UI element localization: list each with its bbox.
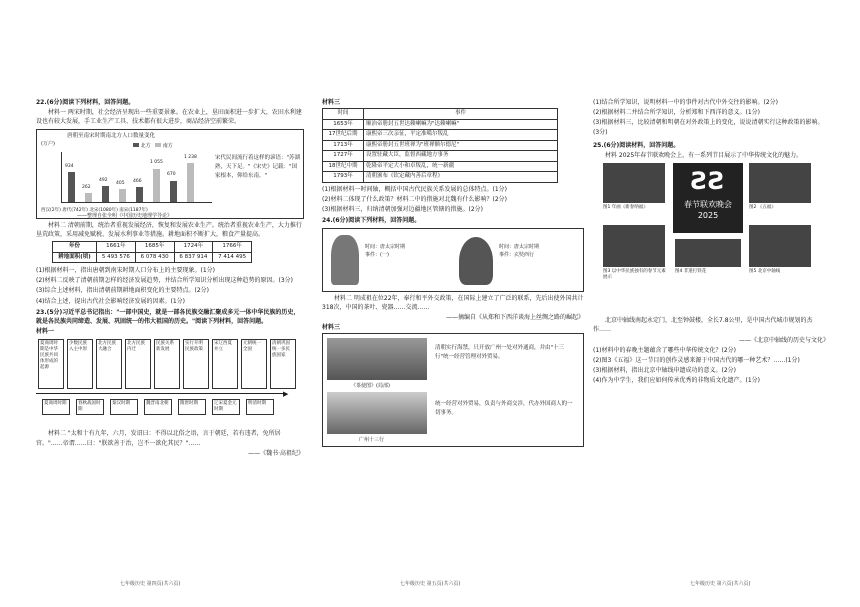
farmland-table <box>52 241 252 263</box>
events-table <box>322 108 558 183</box>
bar-label: 492 <box>99 178 108 184</box>
table-cell: 1653年 <box>323 119 364 130</box>
canton-factories-image <box>327 392 427 434</box>
table-cell: 顺治帝册封五世达赖喇嘛为"达赖喇嘛" <box>364 119 558 130</box>
table-row <box>323 172 558 183</box>
table-cell: 康熙帝册封五世班禅为"班禅额尔德尼" <box>364 140 558 151</box>
timeline-axis <box>36 393 286 394</box>
q22-title: 22.(6分)阅读下列材料，回答问题。 <box>36 99 135 106</box>
q25-question-3: (3)根据材料，指出北京中轴线申遗成功的意义。(2分) <box>593 367 736 375</box>
q24b-material-3-label: 材料三 <box>322 324 341 332</box>
q24b-title: 24.(6分)阅读下列材料，回答问题。 <box>322 217 421 225</box>
table-cell: 17世纪后期 <box>323 130 364 141</box>
bar-label: 1 238 <box>184 154 197 160</box>
event-box: 北方民族内迁 <box>125 339 151 389</box>
proverb-quote: 宋代民间流行着这样的谚语："苏湖熟，天下足。"《宋史》记载："国家根本，仰给东南。" <box>215 154 301 179</box>
wufu-image <box>749 163 811 203</box>
column-3 <box>593 98 829 387</box>
gala-logo-mark: ƧƧ <box>690 167 726 196</box>
iron-flower-image <box>675 239 741 267</box>
q24b-source: ——摘编自《从郑和下西洋谈海上丝绸之路的崛起》 <box>445 313 584 321</box>
central-axis-image <box>749 225 811 267</box>
table-row <box>323 119 558 130</box>
legend-north-swatch <box>133 143 139 147</box>
image-caption-1: 《茶使图》(局部) <box>351 383 390 390</box>
gala-caption-4: 图4 非遗打铁花 <box>675 269 707 275</box>
period-box: 魏晋南北朝 <box>144 399 172 415</box>
table-cell: 1766年 <box>213 242 252 253</box>
period-box: 夏商周时期 <box>42 399 70 415</box>
gala-logo <box>673 163 743 233</box>
event-box: 夏商周时期是中华民族共同体形成的起源 <box>38 339 64 389</box>
event-box: 少数民族入主中原 <box>67 339 93 389</box>
legend-south-swatch <box>155 143 161 147</box>
image-caption-2: 广州十三行 <box>359 437 385 444</box>
image-panel <box>322 333 584 447</box>
event-box: 元朝统一全国 <box>241 339 267 389</box>
period-boxes <box>42 399 274 415</box>
chart-plot <box>61 152 212 203</box>
gala-name: 春节联欢晚会 <box>684 200 732 210</box>
chart-source: ——整理自张全明《中国历史地理学导论》 <box>77 212 173 219</box>
q25-question-2: (2)图3《五福》这一节目的创作灵感来源于中国古代的哪一种艺术？……(1分) <box>593 357 800 365</box>
q22-material-1: 材料一 两宋时期，社会经济呈现出一些重要景象。在农业上，垦田面积进一步扩大，农田水利建设也有较大发展，手工业生产工具、技术都有很大进步，商品经济空前繁荣。 <box>36 109 302 126</box>
period-box: 明清时期 <box>246 399 274 415</box>
gala-caption-5: 图5 北京中轴线 <box>749 269 781 275</box>
q23-source: ——《魏书·高祖纪》 <box>248 449 304 457</box>
event-box: 北方民族大融合 <box>96 339 122 389</box>
xuanzang-figure <box>331 235 359 285</box>
timeline-diagram <box>36 337 304 429</box>
x-label: 西汉(2年) <box>41 207 61 213</box>
q23-material-1-label: 材料一 <box>36 328 55 336</box>
q23-material-2: 材料二 "太和十有九年，六月，发诏曰：不得以北俗之语，言于朝廷，若有违者，免所居官。"……帝谓……曰："朕欲善于治，岂不一欲化其民？"…… <box>36 430 281 447</box>
chart-bar <box>102 186 109 201</box>
chart-unit: (万户) <box>41 140 55 147</box>
q22-question-3: (3)综合上述材料，指出清朝前期耕地面积变化的主要特点。(2分) <box>36 287 209 295</box>
table-row <box>323 130 558 141</box>
table-cell: 时间 <box>323 109 364 120</box>
q25-question-4: (4)作为中学生，我们应如何传承优秀的非物质文化遗产。(1分) <box>593 377 760 385</box>
table-cell: 7 414 495 <box>213 252 252 263</box>
table-row <box>53 252 252 263</box>
q24b-question-3: (3)根据材料三，比较清朝和明朝在对外政策上的变化，说说清朝实行这种政策的影响。(3分) <box>593 119 824 136</box>
table-cell: 1661年 <box>97 242 136 253</box>
event-box: 清朝巩固统一多民族国家 <box>270 339 296 389</box>
chart-bar <box>85 193 92 201</box>
bar-label: 405 <box>116 180 125 186</box>
q24-question-3: (3)根据材料三，归纳清朝加强对边疆地区管辖的措施。(2分) <box>322 206 483 214</box>
page-footer: 七年级历史 第六页(共六页) <box>690 581 751 587</box>
legend-south: 南方 <box>162 142 173 149</box>
q22-question-4: (4)结合上述，提出古代社会影响经济发展的因素。(1分) <box>36 297 185 305</box>
image-text-1: 清朝实行海禁，只开放广州一处对外通商，并由"十三行"统一经营管理对外贸易。 <box>435 345 565 361</box>
bar-label: 1 055 <box>150 160 163 166</box>
table-cell: 18世纪中期 <box>323 161 364 172</box>
bar-label: 934 <box>65 164 74 170</box>
gala-caption-3: 图3 以中华民族独有的春节元素展示 <box>603 269 666 281</box>
table-cell: 年份 <box>53 242 97 253</box>
nianhua-image <box>603 163 665 203</box>
figure-caption-1: 时间：唐太宗时期 事件：(一) <box>365 243 406 258</box>
table-cell: 5 493 576 <box>97 252 136 263</box>
table-header-row <box>323 109 558 120</box>
bar-label: 670 <box>167 172 176 178</box>
x-label: 北宋(1080年) <box>89 207 118 213</box>
gala-caption-1: 图1 年画《新春纳福》 <box>603 205 648 211</box>
column-1 <box>36 98 304 459</box>
q24-material-3-label: 材料三 <box>322 99 341 106</box>
event-box: 民族关系新发展 <box>154 339 180 389</box>
period-box: 秦汉时期 <box>110 399 138 415</box>
chart-frame <box>36 129 304 219</box>
period-box: 春秋战国时期 <box>76 399 104 415</box>
table-cell: 乾隆帝平定大小和卓叛乱，统一新疆 <box>364 161 558 172</box>
gala-images <box>593 163 829 313</box>
q24b-question-2: (2)根据材料二并结合所学知识，分析郑和下西洋的意义。(1分) <box>593 109 760 117</box>
table-cell: 设置驻藏大臣，监督西藏地方事务 <box>364 151 558 162</box>
table-cell: 清朝颁布《钦定藏内善后章程》 <box>364 172 558 183</box>
chart-title: 唐朝至南宋时期南北方人口数量变化 <box>67 132 156 139</box>
q22-question-1: (1)根据材料一，指出唐朝到南宋时期人口分布上的主要现象。(1分) <box>36 267 215 275</box>
chart-bar <box>153 169 160 202</box>
table-row <box>323 140 558 151</box>
chart-legend <box>133 142 173 151</box>
table-cell: 6 078 430 <box>135 252 174 263</box>
table-cell: 康熙帝三次亲征，平定准噶尔叛乱 <box>364 130 558 141</box>
jianzhen-statue <box>459 237 493 285</box>
chart-bar <box>68 172 75 201</box>
spring-element-image <box>603 225 665 267</box>
q22-material-2: 材料二 清朝前期，统治者重视发展经济，恢复和发展农业生产。统治者重视农业生产，大力推行垦荒政策，采用减免赋税、发展水利事业等措施。耕地面积不断扩大，粮食产量提高。 <box>36 221 302 238</box>
table-cell: 耕地面积(顷) <box>53 252 97 263</box>
bar-label: 262 <box>82 185 91 191</box>
table-cell: 1713年 <box>323 140 364 151</box>
figure-caption-2: 时间：唐太宗时期 事件：玄奘西行 <box>499 243 540 258</box>
arrow-right-icon: ▶ <box>283 390 289 399</box>
q25-question-1: (1)材料中的春晚主题蕴含了哪些中华传统文化？(2分) <box>593 346 736 354</box>
q23-title: 23.(5分)习近平总书记指出："一部中国史，就是一部各民族交融汇聚成多元一体中华民族的历史，就是各民族共同缔造、发展、巩固统一的伟大祖国的历史。"阅读下列材料，回答问题。 <box>36 308 300 326</box>
page-footer: 七年级历史 第四页(共六页) <box>120 581 181 587</box>
page-footer: 七年级历史 第五页(共六页) <box>400 581 461 587</box>
q25-source: ——《北京中轴线的历史与文化》 <box>738 336 829 344</box>
table-cell: 事件 <box>364 109 558 120</box>
table-cell: 1727年 <box>323 151 364 162</box>
event-box: 宋辽西夏并立 <box>212 339 238 389</box>
period-box: 辽宋夏金元时期 <box>212 399 240 415</box>
table-cell: 1793年 <box>323 172 364 183</box>
image-text-2: 统一经营对外贸易，负责与外商交涉，代办外国商人的一切事务。 <box>435 401 573 417</box>
gala-year: 2025 <box>697 211 719 221</box>
chart-bar <box>136 187 143 202</box>
q22-question-2: (2)材料二反映了清朝前期怎样的经济发展趋势，并结合所学知识分析出现这种趋势的原因。(3分) <box>36 277 293 285</box>
gala-caption-2: 图2 《五福》 <box>749 205 776 211</box>
table-cell: 6 837 914 <box>174 252 213 263</box>
table-cell: 1685年 <box>135 242 174 253</box>
period-box: 隋唐时期 <box>178 399 206 415</box>
bar-label: 466 <box>133 178 142 184</box>
event-box: 实行开明民族政策 <box>183 339 209 389</box>
q24b-question-1: (1)结合所学知识，说明材料一中的事件对古代中外交往的影响。(2分) <box>593 99 778 106</box>
figure-panel <box>322 228 584 292</box>
q25-material: 材料 2025年春节联欢晚会上，有一系列节目展示了中华传统文化的魅力。 <box>605 152 803 160</box>
chart-bar <box>187 163 194 202</box>
q24-question-2: (2)材料二体现了什么政策？材料二中的措施对北魏有什么影响？(2分) <box>322 195 507 203</box>
table-cell: 1724年 <box>174 242 213 253</box>
x-label: 唐代(742年) <box>62 207 88 213</box>
table-header-row <box>53 242 252 253</box>
tea-painting-image <box>327 338 427 380</box>
q24-question-1: (1)根据材料一时间轴，概括中国古代民族关系发展的总体特点。(1分) <box>322 185 507 193</box>
column-2 <box>322 98 584 447</box>
q25-title: 25.(6分)阅读材料，回答问题。 <box>593 141 680 149</box>
chart-bar <box>119 189 126 202</box>
chart-bar <box>170 181 177 202</box>
table-row <box>323 161 558 172</box>
legend-north: 北方 <box>140 142 151 149</box>
q25-paragraph: 北京中轴线南起永定门，北至钟鼓楼，全长7.8公里，是中国古代城市规划的杰作…… <box>593 317 813 334</box>
event-boxes <box>38 339 296 389</box>
x-label: 南宋(1187年) <box>119 207 148 213</box>
q24b-material-2: 材料二 明成祖在位22年，奉行和平外交政策，在国际上建立了广泛的联系，先后出使外国共计318次，中国的茶叶、瓷器……交流…… <box>322 294 584 311</box>
table-row <box>323 151 558 162</box>
